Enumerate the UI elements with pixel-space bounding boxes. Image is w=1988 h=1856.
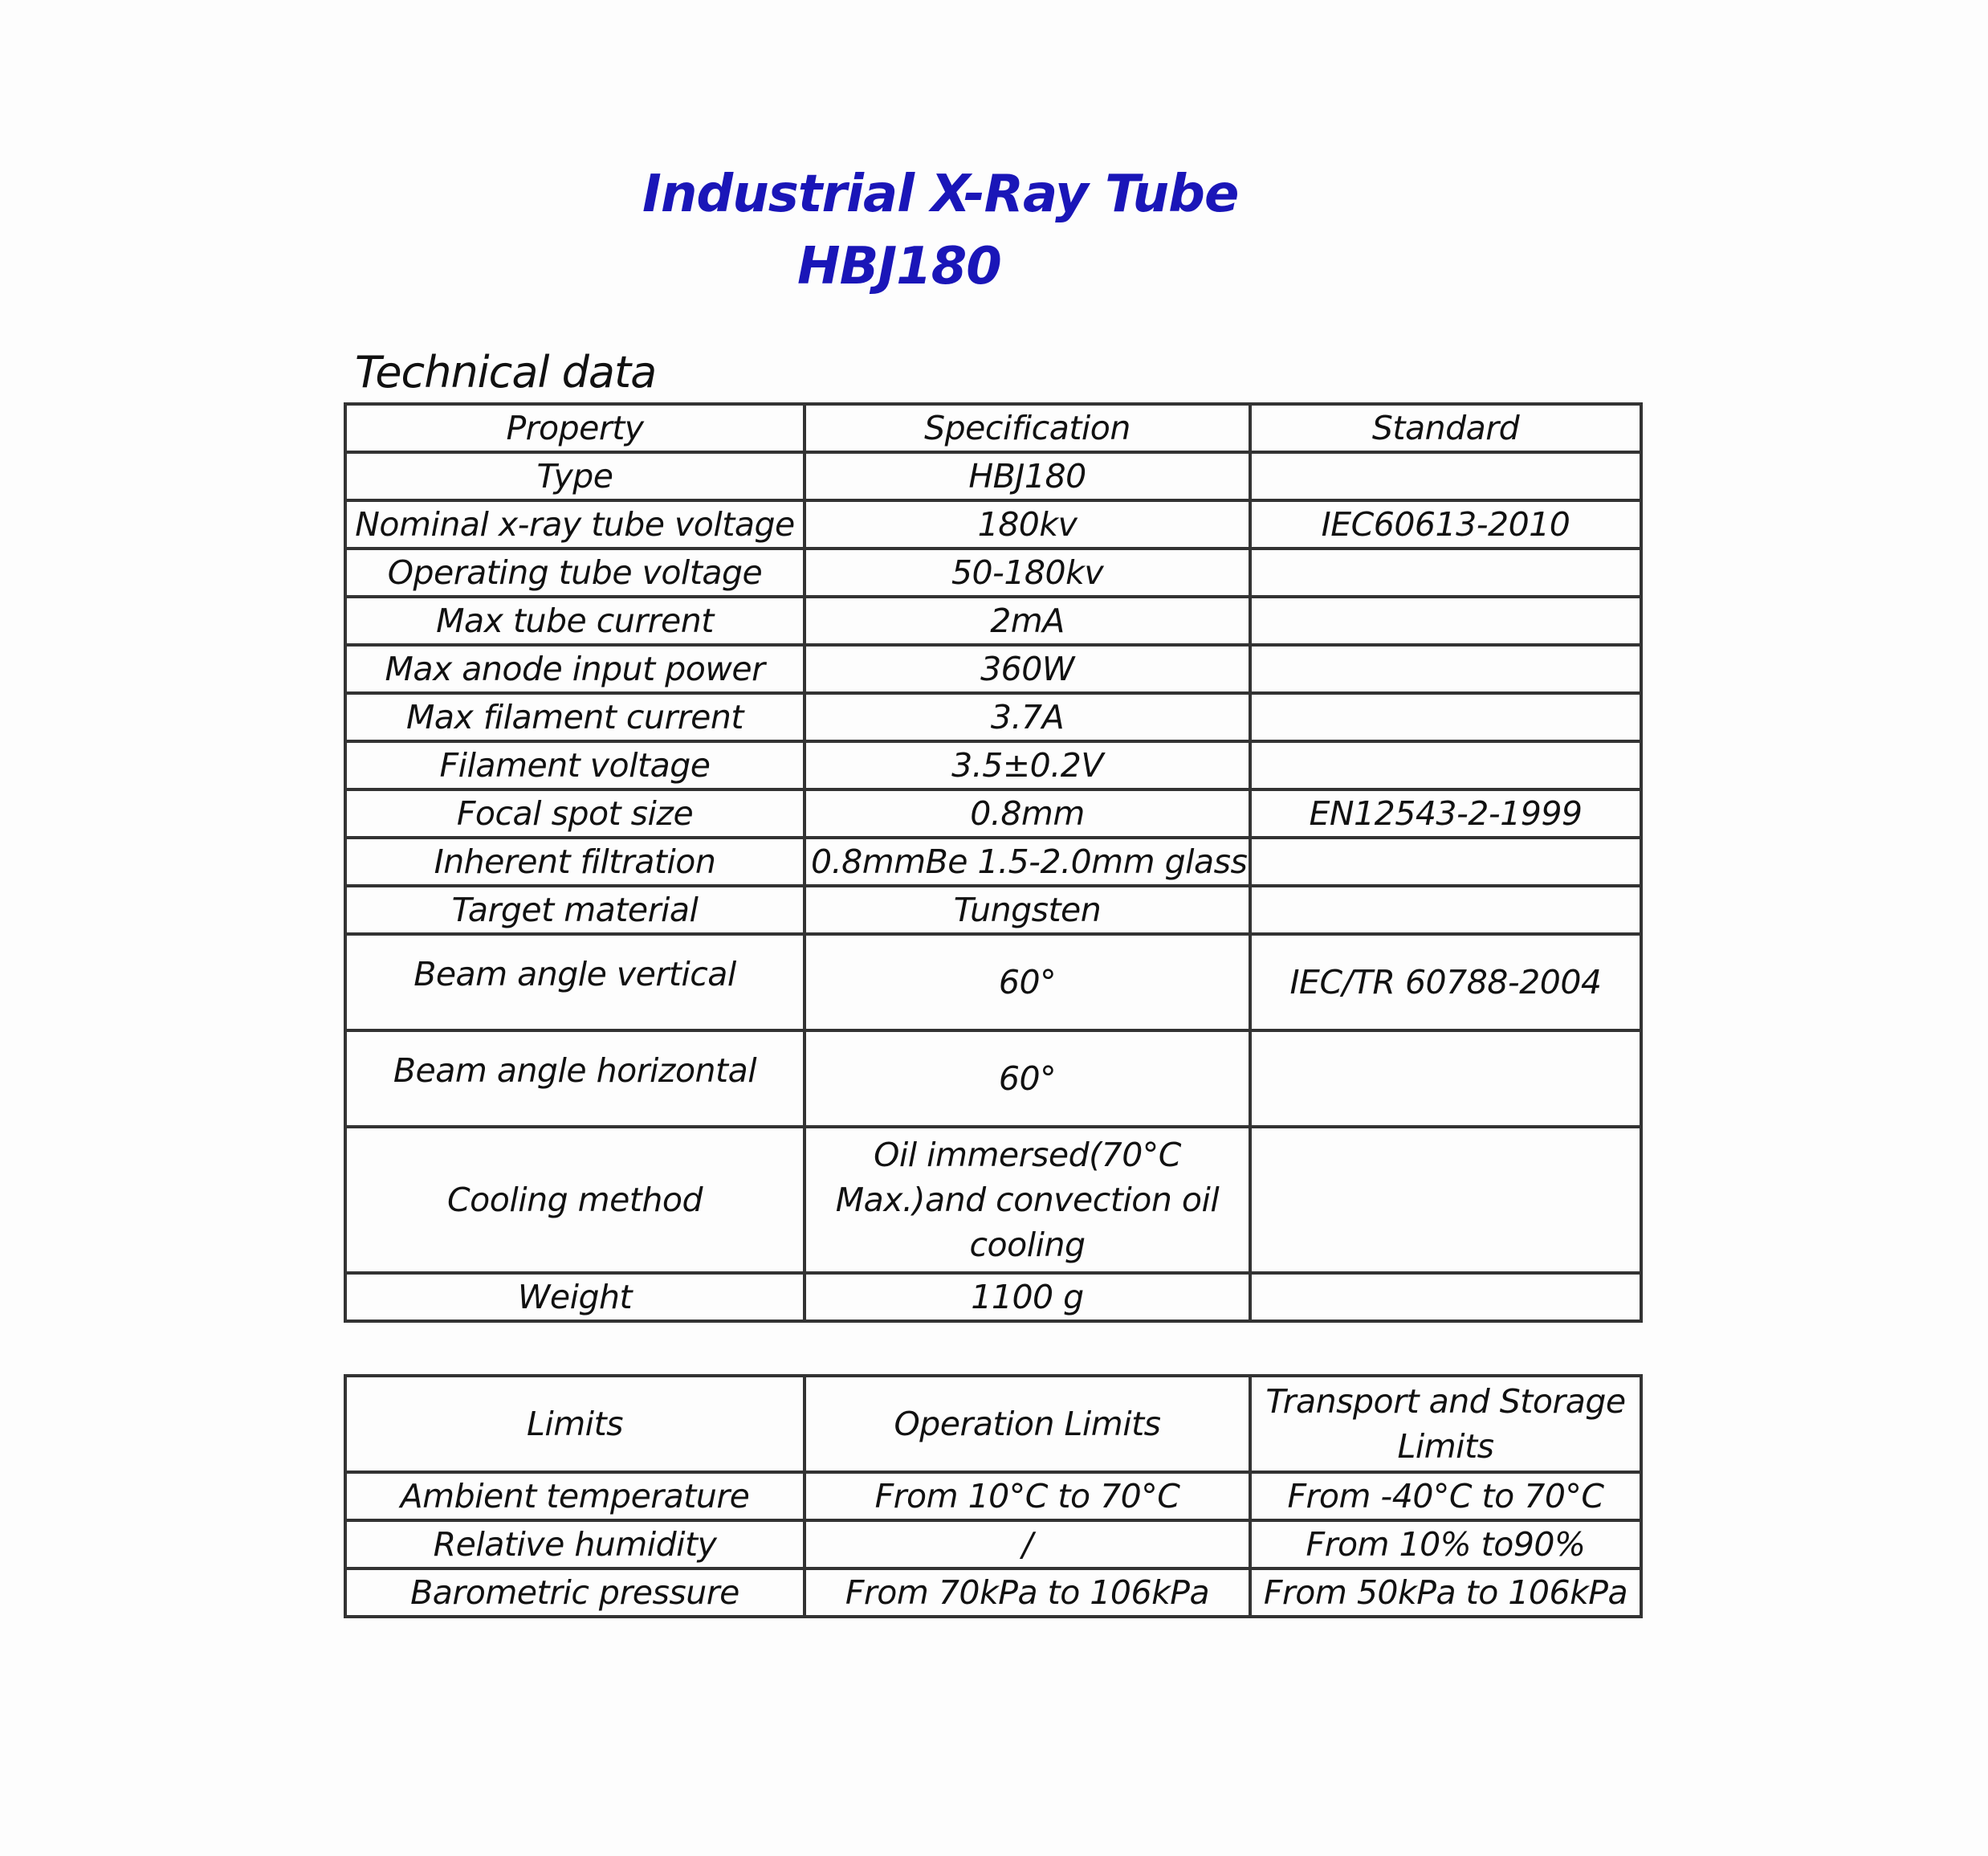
standard-cell [1250,741,1641,789]
section-title: Technical data [355,347,657,398]
header-property: Property [345,404,805,452]
operation-cell: / [805,1520,1250,1568]
property-cell: Operating tube voltage [345,549,805,597]
specification-cell: Tungsten [805,886,1250,934]
table-row [345,1127,1641,1273]
table-row [345,500,1641,549]
standard-cell [1250,597,1641,645]
property-cell: Max anode input power [345,645,805,693]
page-title: Industrial X-Ray Tube [642,165,1239,224]
specification-cell: 3.5±0.2V [805,741,1250,789]
property-cell: Beam angle vertical [345,934,805,1030]
specification-cell: 3.7A [805,693,1250,741]
header-limits: Limits [345,1376,805,1472]
property-cell: Max filament current [345,693,805,741]
property-cell: Filament voltage [345,741,805,789]
table-row [345,1520,1641,1568]
standard-cell [1250,886,1641,934]
limits-table [344,1374,1643,1618]
property-cell: Target material [345,886,805,934]
limit-cell: Ambient temperature [345,1472,805,1520]
standard-cell [1250,452,1641,500]
standard-cell [1250,549,1641,597]
transport-cell: From 10% to90% [1250,1520,1641,1568]
specification-cell: 60° [805,1030,1250,1127]
standard-cell [1250,1127,1641,1273]
standard-cell [1250,1030,1641,1127]
standard-cell [1250,693,1641,741]
header-specification: Specification [805,404,1250,452]
specification-cell: 0.8mmBe 1.5-2.0mm glass [805,838,1250,886]
header-transport-limits: Transport and Storage Limits [1250,1376,1641,1472]
table-row [345,693,1641,741]
specification-cell: HBJ180 [805,452,1250,500]
operation-cell: From 10°C to 70°C [805,1472,1250,1520]
specification-cell: 0.8mm [805,789,1250,838]
header-standard: Standard [1250,404,1641,452]
table-row [345,838,1641,886]
limit-cell: Relative humidity [345,1520,805,1568]
standard-cell [1250,1273,1641,1321]
operation-cell: From 70kPa to 106kPa [805,1568,1250,1617]
property-cell: Beam angle horizontal [345,1030,805,1127]
table-row [345,934,1641,1030]
property-cell: Focal spot size [345,789,805,838]
specification-cell: 360W [805,645,1250,693]
property-cell: Inherent filtration [345,838,805,886]
table-row [345,789,1641,838]
table-row [345,1273,1641,1321]
transport-cell: From -40°C to 70°C [1250,1472,1641,1520]
table-row [345,1030,1641,1127]
specification-cell: 1100 g [805,1273,1250,1321]
technical-data-table [344,402,1643,1323]
table-header-row [345,1376,1641,1472]
property-cell: Cooling method [345,1127,805,1273]
property-cell: Nominal x-ray tube voltage [345,500,805,549]
table-row [345,549,1641,597]
standard-cell: IEC/TR 60788-2004 [1250,934,1641,1030]
property-cell: Type [345,452,805,500]
specification-cell: 50-180kv [805,549,1250,597]
specification-cell: 180kv [805,500,1250,549]
table-row [345,741,1641,789]
table-row [345,1568,1641,1617]
table-row [345,886,1641,934]
property-cell: Max tube current [345,597,805,645]
specification-cell: Oil immersed(70°C Max.)and convection oil cooling [805,1127,1250,1273]
specification-cell: 60° [805,934,1250,1030]
table-row [345,645,1641,693]
table-row [345,597,1641,645]
standard-cell [1250,645,1641,693]
header-operation-limits: Operation Limits [805,1376,1250,1472]
property-cell: Weight [345,1273,805,1321]
table-row [345,452,1641,500]
table-header-row [345,404,1641,452]
standard-cell: IEC60613-2010 [1250,500,1641,549]
transport-cell: From 50kPa to 106kPa [1250,1568,1641,1617]
standard-cell: EN12543-2-1999 [1250,789,1641,838]
standard-cell [1250,838,1641,886]
table-row [345,1472,1641,1520]
specification-cell: 2mA [805,597,1250,645]
limit-cell: Barometric pressure [345,1568,805,1617]
model-title: HBJ180 [797,237,1001,296]
